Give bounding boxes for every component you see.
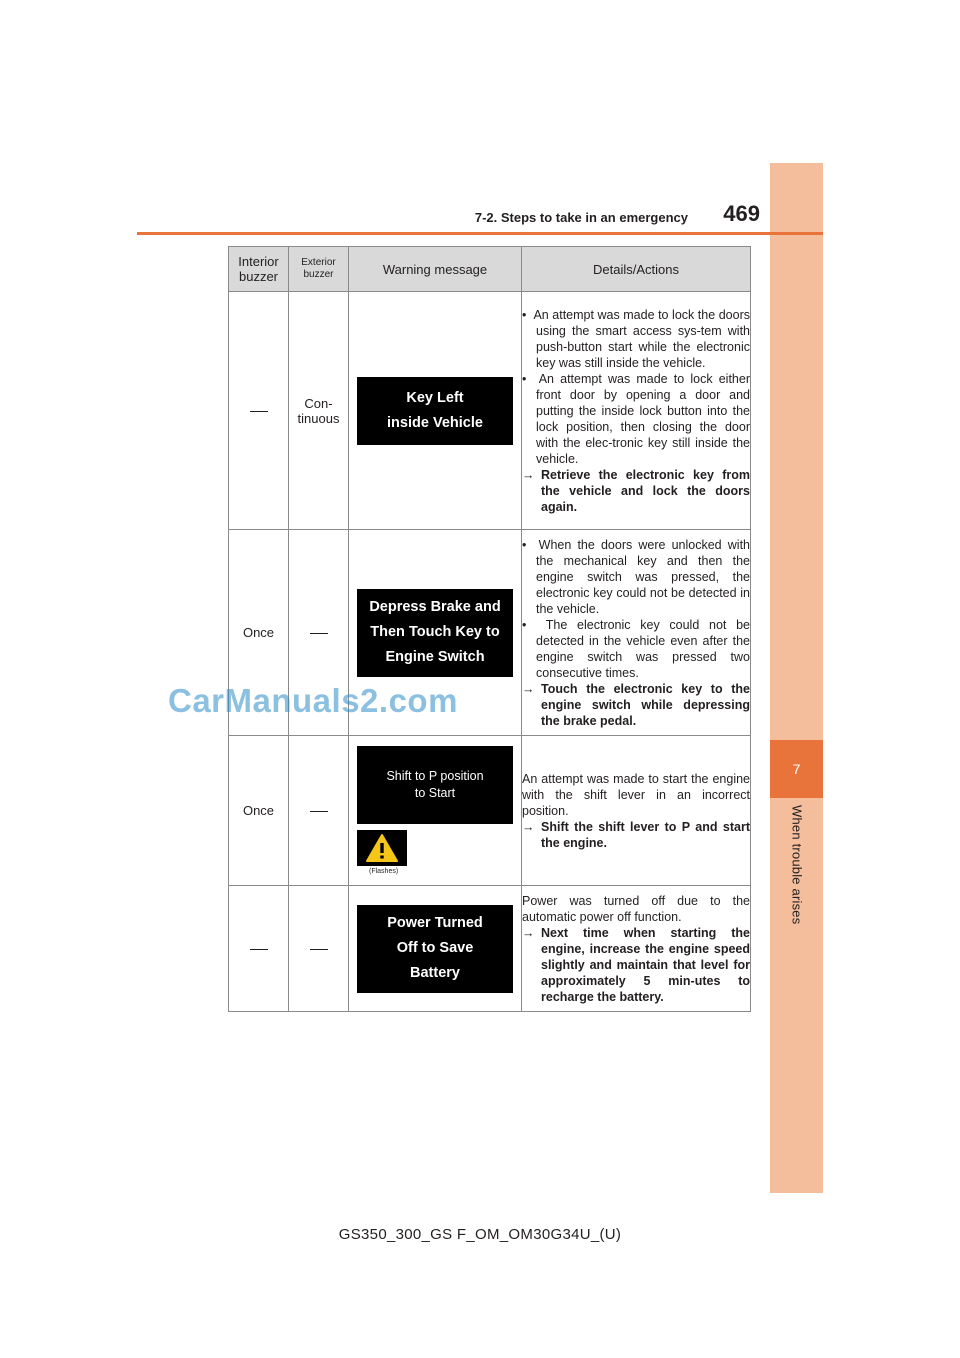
none-dash xyxy=(310,811,328,812)
display-line: Off to Save xyxy=(396,940,474,956)
detail-bullet: • An attempt was made to lock the doors using the smart access sys-tem with push-button start while the electronic key was still inside the vehicle. xyxy=(522,307,750,370)
table-row xyxy=(229,736,751,886)
display-line: Battery xyxy=(410,965,460,981)
detail-text: An attempt was made to start the engine with the shift lever in an incorrect position. xyxy=(522,771,750,818)
column-header: Exterior buzzer xyxy=(289,247,349,292)
interior-buzzer-cell xyxy=(229,292,289,530)
display-line: Shift to P position xyxy=(386,769,484,783)
page-number: 469 xyxy=(723,201,760,226)
arrow-icon: → xyxy=(522,819,535,834)
display-line: Key Left xyxy=(406,389,464,406)
indicator-caption: (Flashes) xyxy=(369,868,399,875)
arrow-icon: → xyxy=(522,467,535,482)
manual-code: GS350_300_GS F_OM_OM30G34U_(U) xyxy=(338,1226,622,1243)
chapter-title: When trouble arises xyxy=(789,805,805,925)
details-cell xyxy=(522,292,751,530)
action-text: → Shift the shift lever to P and start the engine. xyxy=(522,819,750,850)
column-header: Details/Actions xyxy=(522,247,751,292)
detail-text: Power was turned off due to the automatic power off function. xyxy=(522,893,750,924)
exterior-buzzer-cell xyxy=(289,736,349,886)
none-dash xyxy=(250,949,268,950)
table-header-row xyxy=(229,247,751,292)
interior-buzzer-cell xyxy=(229,736,289,886)
detail-bullet: • An attempt was made to lock either front door by opening a door and putting the inside lock button into the lock position, then closing the door with the elec-tronic key still inside the vehicle. xyxy=(522,371,750,466)
warning-indicator xyxy=(357,830,513,875)
action-text: → Retrieve the electronic key from the vehicle and lock the doors again. xyxy=(522,467,750,514)
table-row xyxy=(229,292,751,530)
arrow-icon: → xyxy=(522,681,535,696)
none-dash xyxy=(250,411,268,412)
chapter-number: 7 xyxy=(770,740,823,798)
none-dash xyxy=(310,949,328,950)
display-line: Engine Switch xyxy=(385,649,485,665)
warning-message-cell xyxy=(349,292,522,530)
interior-buzzer-value: Once xyxy=(242,625,275,640)
display-line: Then Touch Key to xyxy=(370,624,500,640)
warning-indicator-box xyxy=(357,830,407,866)
details-cell xyxy=(522,886,751,1012)
display-line: Power Turned xyxy=(387,915,483,931)
warning-message-cell xyxy=(349,736,522,886)
detail-bullet: • The electronic key could not be detected in the vehicle even after the engine switch was pressed two consecutive times. xyxy=(522,617,750,680)
details-cell xyxy=(522,530,751,736)
exterior-buzzer-cell xyxy=(289,292,349,530)
action-text: → Next time when starting the engine, increase the engine speed slightly and maintain that level for approximately 5 min-utes to recharge the battery. xyxy=(522,925,750,1004)
display-message xyxy=(357,905,513,993)
column-header: Warning message xyxy=(349,247,522,292)
display-message xyxy=(357,377,513,445)
warning-message-table xyxy=(228,246,751,1012)
warning-triangle-icon xyxy=(365,833,399,863)
display-message xyxy=(357,746,513,824)
interior-buzzer-cell xyxy=(229,886,289,1012)
exterior-buzzer-value: Con- tinuous xyxy=(297,395,340,426)
chapter-side-tab xyxy=(770,163,823,1193)
arrow-icon: → xyxy=(522,925,535,940)
section-title: 7-2. Steps to take in an emergency xyxy=(474,210,688,225)
table-row xyxy=(229,886,751,1012)
display-line: Depress Brake and xyxy=(369,599,501,615)
none-dash xyxy=(310,633,328,634)
detail-bullet: • When the doors were unlocked with the mechanical key and then the engine switch was pressed, the electronic key could not be detected in the vehicle. xyxy=(522,537,750,616)
header-rule xyxy=(137,232,823,235)
display-line: inside Vehicle xyxy=(387,414,483,431)
column-header: Interior buzzer xyxy=(229,247,289,292)
display-line: to Start xyxy=(414,786,456,800)
details-cell xyxy=(522,736,751,886)
watermark: CarManuals2.com xyxy=(168,682,458,719)
display-message xyxy=(357,589,513,677)
warning-message-cell xyxy=(349,886,522,1012)
interior-buzzer-value: Once xyxy=(242,803,275,818)
exterior-buzzer-cell xyxy=(289,886,349,1012)
action-text: → Touch the electronic key to the engine switch while depressing the brake pedal. xyxy=(522,681,750,728)
